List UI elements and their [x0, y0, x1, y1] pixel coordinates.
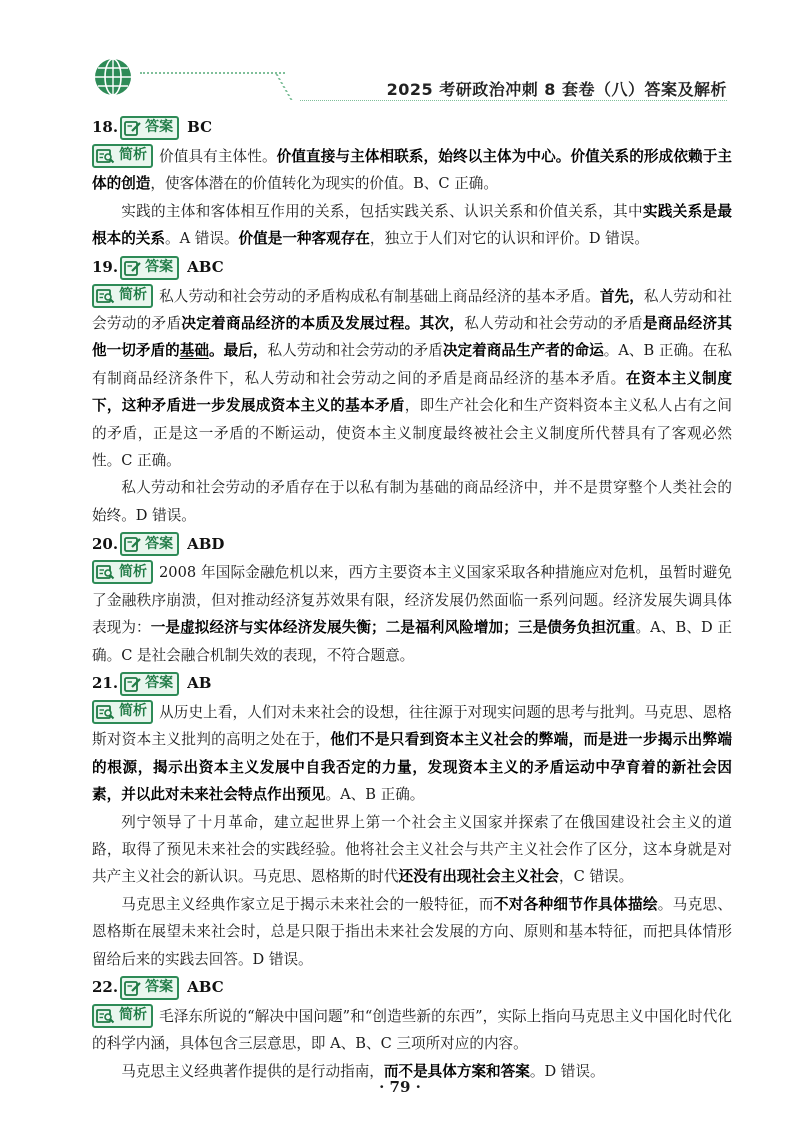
question-number: 19.	[92, 257, 119, 276]
analysis-badge	[92, 560, 153, 584]
body-text: 价值具有主体性。	[159, 148, 277, 165]
question-number: 18.	[92, 118, 119, 137]
question-number: 20.	[92, 534, 119, 553]
question-answer-line	[92, 253, 732, 283]
analysis-paragraph	[92, 699, 732, 809]
globe-logo-icon	[93, 57, 133, 97]
body-text: 2008 年国际金融危机以来，西方主要资本主义国家采取各种措施应对危机，虽暂时避免了金融秩序崩溃，但对推动经济复苏效果有限，经济发展仍然面临一系列问题。经济发展失调具体表现为：	[92, 564, 732, 637]
book-magnifier-icon	[96, 1008, 116, 1024]
body-text: 。马克思、恩格斯在展望未来社会时，总是只限于指出未来社会发展的方向、原则和基本特征，而把具体情形留给后来的实践去回答。D 错误。	[92, 895, 732, 968]
analysis-badge	[92, 1004, 153, 1028]
body-text: 马克思主义经典作家立足于揭示未来社会的一般特征，而	[121, 895, 494, 913]
analysis-badge	[92, 700, 153, 724]
emphasis-text: 决定着商品生产者的命运	[442, 342, 604, 360]
answer-badge	[120, 672, 179, 696]
answer-content	[92, 113, 732, 1085]
analysis-badge-label: 简析	[119, 286, 147, 303]
body-text: 实践的主体和客体相互作用的关系，包括实践关系、认识关系和价值关系，其中	[121, 202, 643, 220]
header-title: 2025 考研政治冲刺 8 套卷（八）答案及解析	[386, 80, 727, 99]
emphasis-text: 实践关系是最根本的关系	[92, 202, 732, 248]
header-dotted-line	[140, 72, 285, 74]
body-text: 。A 错误。	[164, 230, 239, 248]
answer-choices: AB	[187, 674, 212, 693]
answer-badge-label: 答案	[145, 535, 174, 552]
pencil-note-icon	[124, 260, 142, 276]
emphasis-text: 在资本主义制度下，这种矛盾进一步发展成资本主义的基本矛盾	[92, 369, 732, 415]
page-header	[0, 0, 800, 110]
analysis-continuation	[92, 809, 732, 891]
answer-badge	[120, 116, 179, 140]
body-text: 私人劳动和社会劳动的矛盾存在于以私有制为基础的商品经济中，并不是贯穿整个人类社会的始终。D 错误。	[92, 479, 732, 524]
emphasis-text: 价值直接与主体相联系，始终以主体为中心。价值关系的形成依赖于主体的创造	[92, 148, 732, 193]
emphasis-text: 是商品经济其他一切矛盾的	[92, 315, 732, 360]
pencil-note-icon	[124, 980, 142, 996]
emphasis-text: 决定着商品经济的本质及发展过程。其次，	[181, 315, 465, 333]
emphasis-text: 而不是具体方案和答案	[383, 1062, 530, 1080]
emphasis-text: 基础	[179, 342, 209, 360]
answer-choices: ABC	[187, 978, 224, 997]
answer-badge	[120, 532, 179, 556]
analysis-badge	[92, 144, 153, 168]
body-text: 私人劳动和社会劳动的矛盾	[464, 315, 643, 333]
book-magnifier-icon	[96, 288, 116, 304]
question-answer-line	[92, 669, 732, 699]
body-text: 从历史上看，人们对未来社会的设想，往往源于对现实问题的思考与批判。马克思、恩格斯对资本主义批判的高明之处在于，	[92, 703, 732, 749]
body-text: 私人劳动和社会劳动的矛盾	[92, 287, 732, 333]
question-number: 21.	[92, 674, 119, 693]
analysis-paragraph	[92, 559, 732, 669]
question-answer-line	[92, 113, 732, 143]
body-text: 毛泽东所说的“解决中国问题”和“创造些新的东西”，实际上指向马克思主义中国化时代化的科学内涵，具体包含三层意思，即 A、B、C 三项所对应的内容。	[92, 1007, 732, 1053]
book-magnifier-icon	[96, 148, 116, 164]
body-text: ，使客体潜在的价值转化为现实的价值。B、C 正确。	[150, 175, 498, 193]
analysis-paragraph	[92, 143, 732, 198]
body-text: ，独立于人们对它的认识和评价。D 错误。	[369, 230, 649, 248]
book-magnifier-icon	[96, 704, 116, 720]
emphasis-text: 一是虚拟经济与实体经济发展失衡；二是福利风险增加；三是债务负担沉重	[150, 619, 636, 637]
body-text: 马克思主义经典著作提供的是行动指南，	[121, 1062, 384, 1080]
pencil-note-icon	[124, 536, 142, 552]
analysis-continuation	[92, 198, 732, 253]
answer-choices: ABD	[187, 534, 225, 553]
body-text: 。A、B 正确。在私有制商品经济条件下，私人劳动和社会劳动之间的矛盾是商品经济的基本矛盾。	[92, 342, 732, 387]
analysis-badge	[92, 284, 153, 308]
question-answer-line	[92, 973, 732, 1003]
answer-badge-label: 答案	[145, 258, 174, 275]
header-underline	[300, 100, 727, 101]
question-number: 22.	[92, 978, 119, 997]
pencil-note-icon	[124, 676, 142, 692]
body-text: 。A、B、D 正确。C 是社会融合机制失效的表现，不符合题意。	[92, 619, 732, 664]
analysis-badge-label: 简析	[119, 147, 147, 164]
body-text: ，C 错误。	[559, 868, 634, 886]
analysis-continuation	[92, 474, 732, 529]
analysis-badge-label: 简析	[119, 703, 147, 720]
body-text: ，即生产社会化和生产资料资本主义私人占有之间的矛盾，正是这一矛盾的不断运动，使资本主义制度最终被社会主义制度所代替具有了客观必然性。C 正确。	[92, 397, 732, 470]
answer-choices: BC	[187, 118, 213, 137]
analysis-paragraph	[92, 1003, 732, 1058]
pencil-note-icon	[124, 120, 142, 136]
emphasis-text: 。最后，	[208, 342, 268, 360]
answer-badge-label: 答案	[145, 675, 174, 692]
answer-badge-label: 答案	[145, 979, 174, 996]
page-number: · 79 ·	[379, 1078, 421, 1096]
answer-badge-label: 答案	[145, 119, 174, 136]
body-text: 列宁领导了十月革命，建立起世界上第一个社会主义国家并探索了在俄国建设社会主义的道路，取得了预见未来社会的实践经验。他将社会主义社会与共产主义社会作了区分，这本身就是对共产主义社会的新认识。马克思、恩格斯的时代	[92, 813, 732, 886]
answer-choices: ABC	[187, 257, 224, 276]
answer-badge	[120, 256, 179, 280]
emphasis-text: 他们不是只看到资本主义社会的弊端，而是进一步揭示出弊端的根源，揭示出资本主义发展中自我否定的力量，发现资本主义的矛盾运动中孕育着的新社会因素，并以此对未来社会特点作出预见	[92, 731, 732, 804]
analysis-continuation	[92, 891, 732, 973]
book-magnifier-icon	[96, 564, 116, 580]
emphasis-text: 不对各种细节作具体描绘	[493, 895, 658, 913]
header-dotted-line-slant	[275, 74, 310, 100]
body-text: 。A、B 正确。	[325, 786, 425, 804]
body-text: 。D 错误。	[529, 1062, 605, 1080]
emphasis-text: 还没有出现社会主义社会	[398, 868, 560, 886]
question-answer-line	[92, 529, 732, 559]
analysis-badge-label: 简析	[119, 563, 147, 580]
body-text: 私人劳动和社会劳动的矛盾构成私有制基础上商品经济的基本矛盾。	[159, 287, 600, 305]
analysis-paragraph	[92, 283, 732, 475]
analysis-badge-label: 简析	[119, 1007, 147, 1024]
emphasis-text: 价值是一种客观存在	[238, 230, 370, 248]
answer-badge	[120, 976, 179, 1000]
emphasis-text: 首先，	[599, 287, 644, 305]
body-text: 私人劳动和社会劳动的矛盾	[267, 342, 443, 360]
